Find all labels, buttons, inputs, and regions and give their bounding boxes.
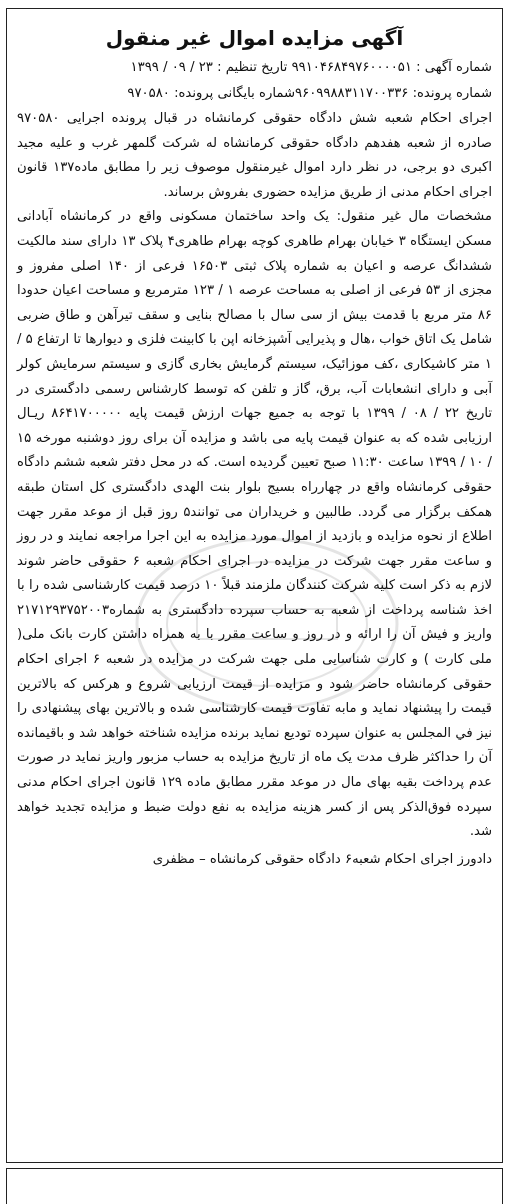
property-details-paragraph: مشخصات مال غیر منقول: یک واحد ساختمان مسکونی واقع در کرمانشاه آبادانی مسکن ایستگاه ۳ خیابان بهرام طاهری کوچه بهرام طاهری۴ پلاک ۱۳ دارای سند مالکیت ششدانگ عرصه و اعیان به شماره پلاک ثبتی ۱۶۵۰۳ فرعی از ۱۴۰ اصلی مفروز و مجزی از ۵۳ فرعی از اصلی به مساحت عرصه ۱ / ۱۲۳ مترمربع و مساحت اعیان حدودا ۸۶ متر مربع با قدمت بیش از سی سال با مصالح بنایی و سقف تیرآهن و طاق ضربی شامل یک اتاق خواب ،هال و پذیرایی آشپزخانه اپن با کابینت فلزی و دیوارها تا ارتفاع ۵ / ۱ متر کاشیکاری ،کف موزائیک، سیستم گرمایش بخاری گازی و سیستم سرمایش کولر آبی و دارای انشعابات آب، برق، گاز و تلفن که توسط کارشناس رسمی دادگستری در تاریخ ۲۲ / ۰۸ / ۱۳۹۹ با توجه به جمیع جهات ارزش قیمت پایه ۸۶۴۱۷۰۰۰۰۰ ریـال ارزیابی شده که به عنوان قیمت پایه می باشد و مزایده آن برای روز دوشنبه مورخه ۱۵ / ۱۰ / ۱۳۹۹ ساعت ۱۱:۳۰ صبح تعیین گردیده است. که در محل دفتر شعبه ششم دادگاه حقوقی کرمانشاه واقع در چهارراه بسیج بلوار بنت الهدی دادگستری کل استان طبقه همکف برگزار می گردد. طالبین و خریداران می توانند۵ روز قبل از موعد مقرر جهت اطلاع از نحوه مزایده و بازدید از اموال مورد مزایده به این اجرا مراجعه نمایند و در روز و ساعت مقرر جهت شرکت در مزایده در اجرای احکام شعبه ۶ حقوقی حاضر شوند لازم به ذکر است کلیه شرکت کنندگان ملزمند قبلاً ۱۰ درصد قیمت کارشناسی شده را با اخذ شناسه پرداخت از شعبه به حساب سپرده دادگستری به شماره۲۱۷۱۲۹۳۷۵۲۰۰۳ واریز و فیش آن را ارائه و در روز و ساعت مقرر با به همراه داشتن کارت بانک ملی( ملی کارت ) و کارت شناسایی ملی جهت شرکت در مزایده در شعبه ۶ اجرای احکام حقوقی کرمانشاه حاضر شود و مزایده از قیمت ارزیابی شروع و هرکس که بالاترین قیمت را پیشنهاد نماید و مابه تفاوت قیمت کارشناسی شده و بالاترین بهای پیشنهادی را نیز في المجلس به عنوان سپرده توديع نمايد برنده مزایده شناخته خواهد شد و باقیمانده آن را حداکثر ظرف مدت یک ماه از تاریخ مزایده به حساب مزبور واریز نماید در صورت عدم پرداخت بقیه بهای مال در موعد مقرر مطابق ماده ۱۲۹ قانون اجرای احکام مدنی سپرده فوق‌الذکر پس از کسر هزینه مزایده به نفع دولت ضبط و مزایده تجدید خواهد شد. — [17, 209, 493, 840]
auction-notice — [6, 8, 503, 1163]
notice-number-line: شماره آگهی : ۹۹۱۰۴۶۸۴۹۷۶۰۰۰۰۵۱ تاریخ تنظیم : ۲۳ / ۰۹ / ۱۳۹۹ — [130, 60, 492, 75]
intro-paragraph: اجرای احکام شعبه شش دادگاه حقوقی کرمانشاه در قبال پرونده اجرایی ۹۷۰۵۸۰ صادره از شعبه هفدهم دادگاه حقوقی کرمانشاه له شرکت گلمهر غرب و علیه مجید اکبری دو برجی، در نظر دارد اموال غیرمنقول موصوف زیر را مطابق ماده۱۳۷ قانون اجرای احکام مدنی از طریق مزایده حضوری بفروش برساند. — [17, 111, 492, 200]
case-number-line: شماره پرونده: ۹۶۰۹۹۸۸۳۱۱۷۰۰۳۳۶شماره بایگانی پرونده: ۹۷۰۵۸۰ — [127, 86, 492, 101]
notice-title: آگهی مزایده اموال غیر منقول — [105, 26, 404, 50]
signature-line: دادورز اجرای احکام شعبه۶ دادگاه حقوقی کرمانشاه – مظفری — [152, 851, 492, 867]
next-notice-box — [6, 1168, 503, 1204]
